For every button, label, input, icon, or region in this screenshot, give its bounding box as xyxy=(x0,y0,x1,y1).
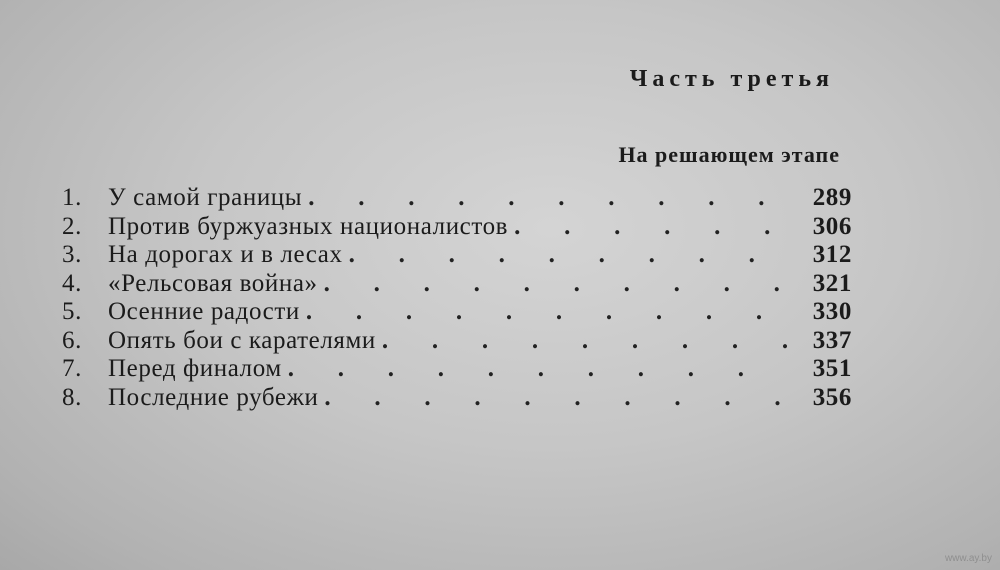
toc-entry-title: Последние рубежи xyxy=(108,383,319,411)
toc-entry-title: Осенние радости xyxy=(108,298,300,325)
toc-entry xyxy=(62,384,852,413)
toc-entry-number: 7. xyxy=(62,355,82,382)
toc-dot-leader xyxy=(308,184,788,212)
toc-entry xyxy=(62,355,852,384)
toc-dot-leader xyxy=(349,241,788,269)
toc-entry-number: 2. xyxy=(62,212,82,240)
toc-entry-title: «Рельсовая война» xyxy=(108,269,318,297)
toc-entry-page: 351 xyxy=(812,355,852,382)
toc-entry xyxy=(62,184,852,213)
toc-dot-leader xyxy=(514,213,788,241)
toc-entry xyxy=(62,213,852,242)
toc-dot-leader xyxy=(382,327,788,355)
toc-entry-page: 321 xyxy=(812,269,852,297)
toc-dot-leader xyxy=(324,384,788,412)
toc-entry-number: 6. xyxy=(62,326,82,354)
toc-entry-title: Опять бои с карателями xyxy=(108,326,376,354)
toc-entry-title: У самой границы xyxy=(108,184,303,211)
toc-entry-title: Против буржуазных националистов xyxy=(108,212,509,240)
toc-entry-number: 5. xyxy=(62,298,82,325)
toc-entry-number: 8. xyxy=(62,383,82,411)
table-of-contents xyxy=(62,184,852,412)
toc-entry-number: 4. xyxy=(62,269,82,297)
toc-entry-page: 312 xyxy=(812,241,852,268)
toc-entry xyxy=(62,241,852,270)
toc-dot-leader xyxy=(288,355,788,383)
section-title: На решающем этапе xyxy=(618,142,840,167)
toc-entry xyxy=(62,327,852,356)
toc-entry-page: 337 xyxy=(812,326,852,354)
toc-dot-leader xyxy=(306,298,788,326)
toc-entry-page: 330 xyxy=(812,298,852,325)
toc-entry-title: Перед финалом xyxy=(108,355,282,382)
watermark: www.ay.by xyxy=(944,553,992,564)
toc-entry-number: 1. xyxy=(62,184,82,211)
toc-entry-title: На дорогах и в лесах xyxy=(108,241,343,268)
toc-entry-page: 356 xyxy=(812,383,852,411)
toc-entry-page: 306 xyxy=(812,212,852,240)
toc-entry xyxy=(62,298,852,327)
toc-dot-leader xyxy=(324,270,788,298)
part-title: Часть третья xyxy=(629,66,834,92)
toc-entry-number: 3. xyxy=(62,241,82,268)
toc-entry-page: 289 xyxy=(812,184,852,211)
toc-entry xyxy=(62,270,852,299)
